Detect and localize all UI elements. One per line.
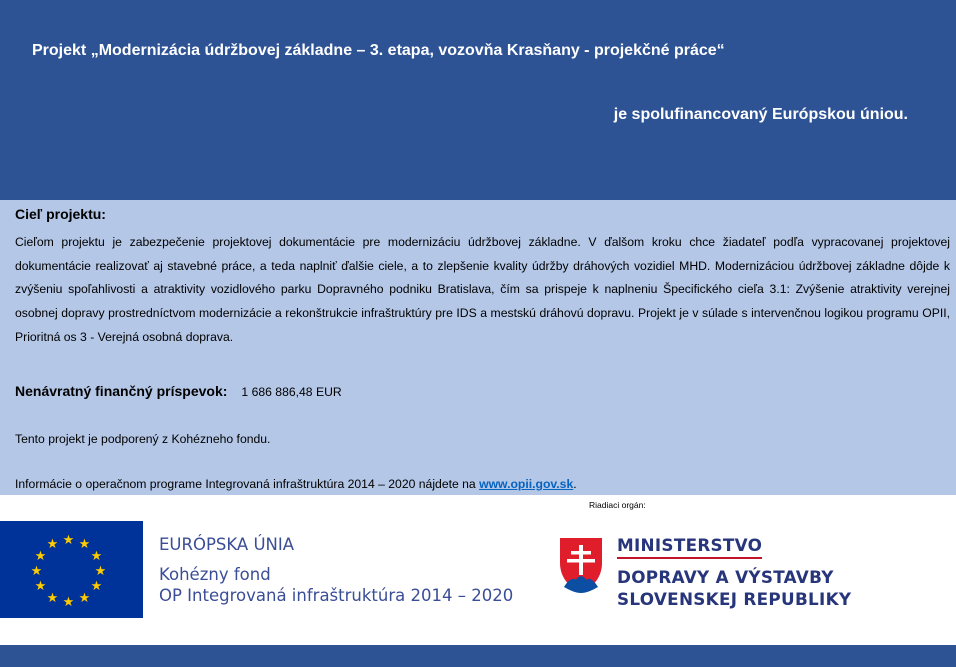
eu-star-icon: ★ xyxy=(90,578,103,593)
footer-bar xyxy=(0,645,956,667)
cofinance-statement: je spolufinancovaný Európskou úniou. xyxy=(613,106,908,123)
eu-title: EURÓPSKA ÚNIA xyxy=(159,535,295,554)
eu-star-icon: ★ xyxy=(78,590,91,605)
ministry-logo-text xyxy=(617,534,851,610)
managing-authority-label: Riadiaci orgán: xyxy=(589,500,646,510)
eu-flag-icon xyxy=(0,521,143,618)
eu-fund: Kohézny fond xyxy=(159,565,271,584)
eu-star-icon: ★ xyxy=(34,578,47,593)
opii-link[interactable]: www.opii.gov.sk xyxy=(479,477,574,491)
grant-value: 1 686 886,48 EUR xyxy=(241,385,342,399)
grant-row xyxy=(15,383,342,399)
program-info xyxy=(15,477,577,491)
goal-heading: Cieľ projektu: xyxy=(15,206,106,222)
goal-text: Cieľom projektu je zabezpečenie projektovej dokumentácie pre modernizáciu údržbovej základne. V ďalšom kroku chce žiadateľ podľa vypracovanej projektovej dokumentácie realizovať aj stavebné práce, a teda naplniť ďalšie ciele, a to zlepšenie kvality údržby dráhových vozidiel MHD. Modernizáciou údržbovej základne dôjde k zvýšeniu spoľahlivosti a atraktivity vozidlového parku Dopravného podniku Bratislava, čím sa prispeje k naplneniu Špecifického cieľa 3.1: Zvýšenie atraktivity verejnej osobnej dopravy prostredníctvom modernizácie a rekonštrukcie infraštruktúry pre IDS a mestskú dráhovú dopravu. Projekt je v súlade s intervenčnou logikou programu OPII, Prioritná os 3 - Verejná osobná doprava. xyxy=(15,235,950,344)
ministry-line1: MINISTERSTVO xyxy=(617,534,762,559)
eu-star-icon: ★ xyxy=(34,548,47,563)
eu-program: OP Integrovaná infraštruktúra 2014 – 2020 xyxy=(159,586,514,605)
grant-label: Nenávratný finančný príspevok: xyxy=(15,383,228,399)
program-info-suffix: . xyxy=(573,477,577,491)
eu-star-icon: ★ xyxy=(78,536,91,551)
header-banner xyxy=(0,0,956,200)
eu-logo-text xyxy=(159,534,513,606)
ministry-line3: SLOVENSKEJ REPUBLIKY xyxy=(617,589,852,609)
slovak-coat-of-arms-icon xyxy=(559,537,603,594)
eu-star-icon: ★ xyxy=(90,548,103,563)
eu-star-icon: ★ xyxy=(94,563,107,578)
eu-star-icon: ★ xyxy=(62,594,75,609)
eu-star-icon: ★ xyxy=(62,532,75,547)
eu-star-icon: ★ xyxy=(46,590,59,605)
eu-star-icon: ★ xyxy=(30,563,43,578)
program-info-text: Informácie o operačnom programe Integrovaná infraštruktúra 2014 – 2020 nájdete na xyxy=(15,477,476,491)
eu-star-icon: ★ xyxy=(46,536,59,551)
project-title: Projekt „Modernizácia údržbovej základne – 3. etapa, vozovňa Krasňany - projekčné práce“ xyxy=(32,42,725,59)
fund-text: Tento projekt je podporený z Kohézneho fondu. xyxy=(15,432,271,446)
ministry-line2: DOPRAVY A VÝSTAVBY xyxy=(617,567,834,587)
